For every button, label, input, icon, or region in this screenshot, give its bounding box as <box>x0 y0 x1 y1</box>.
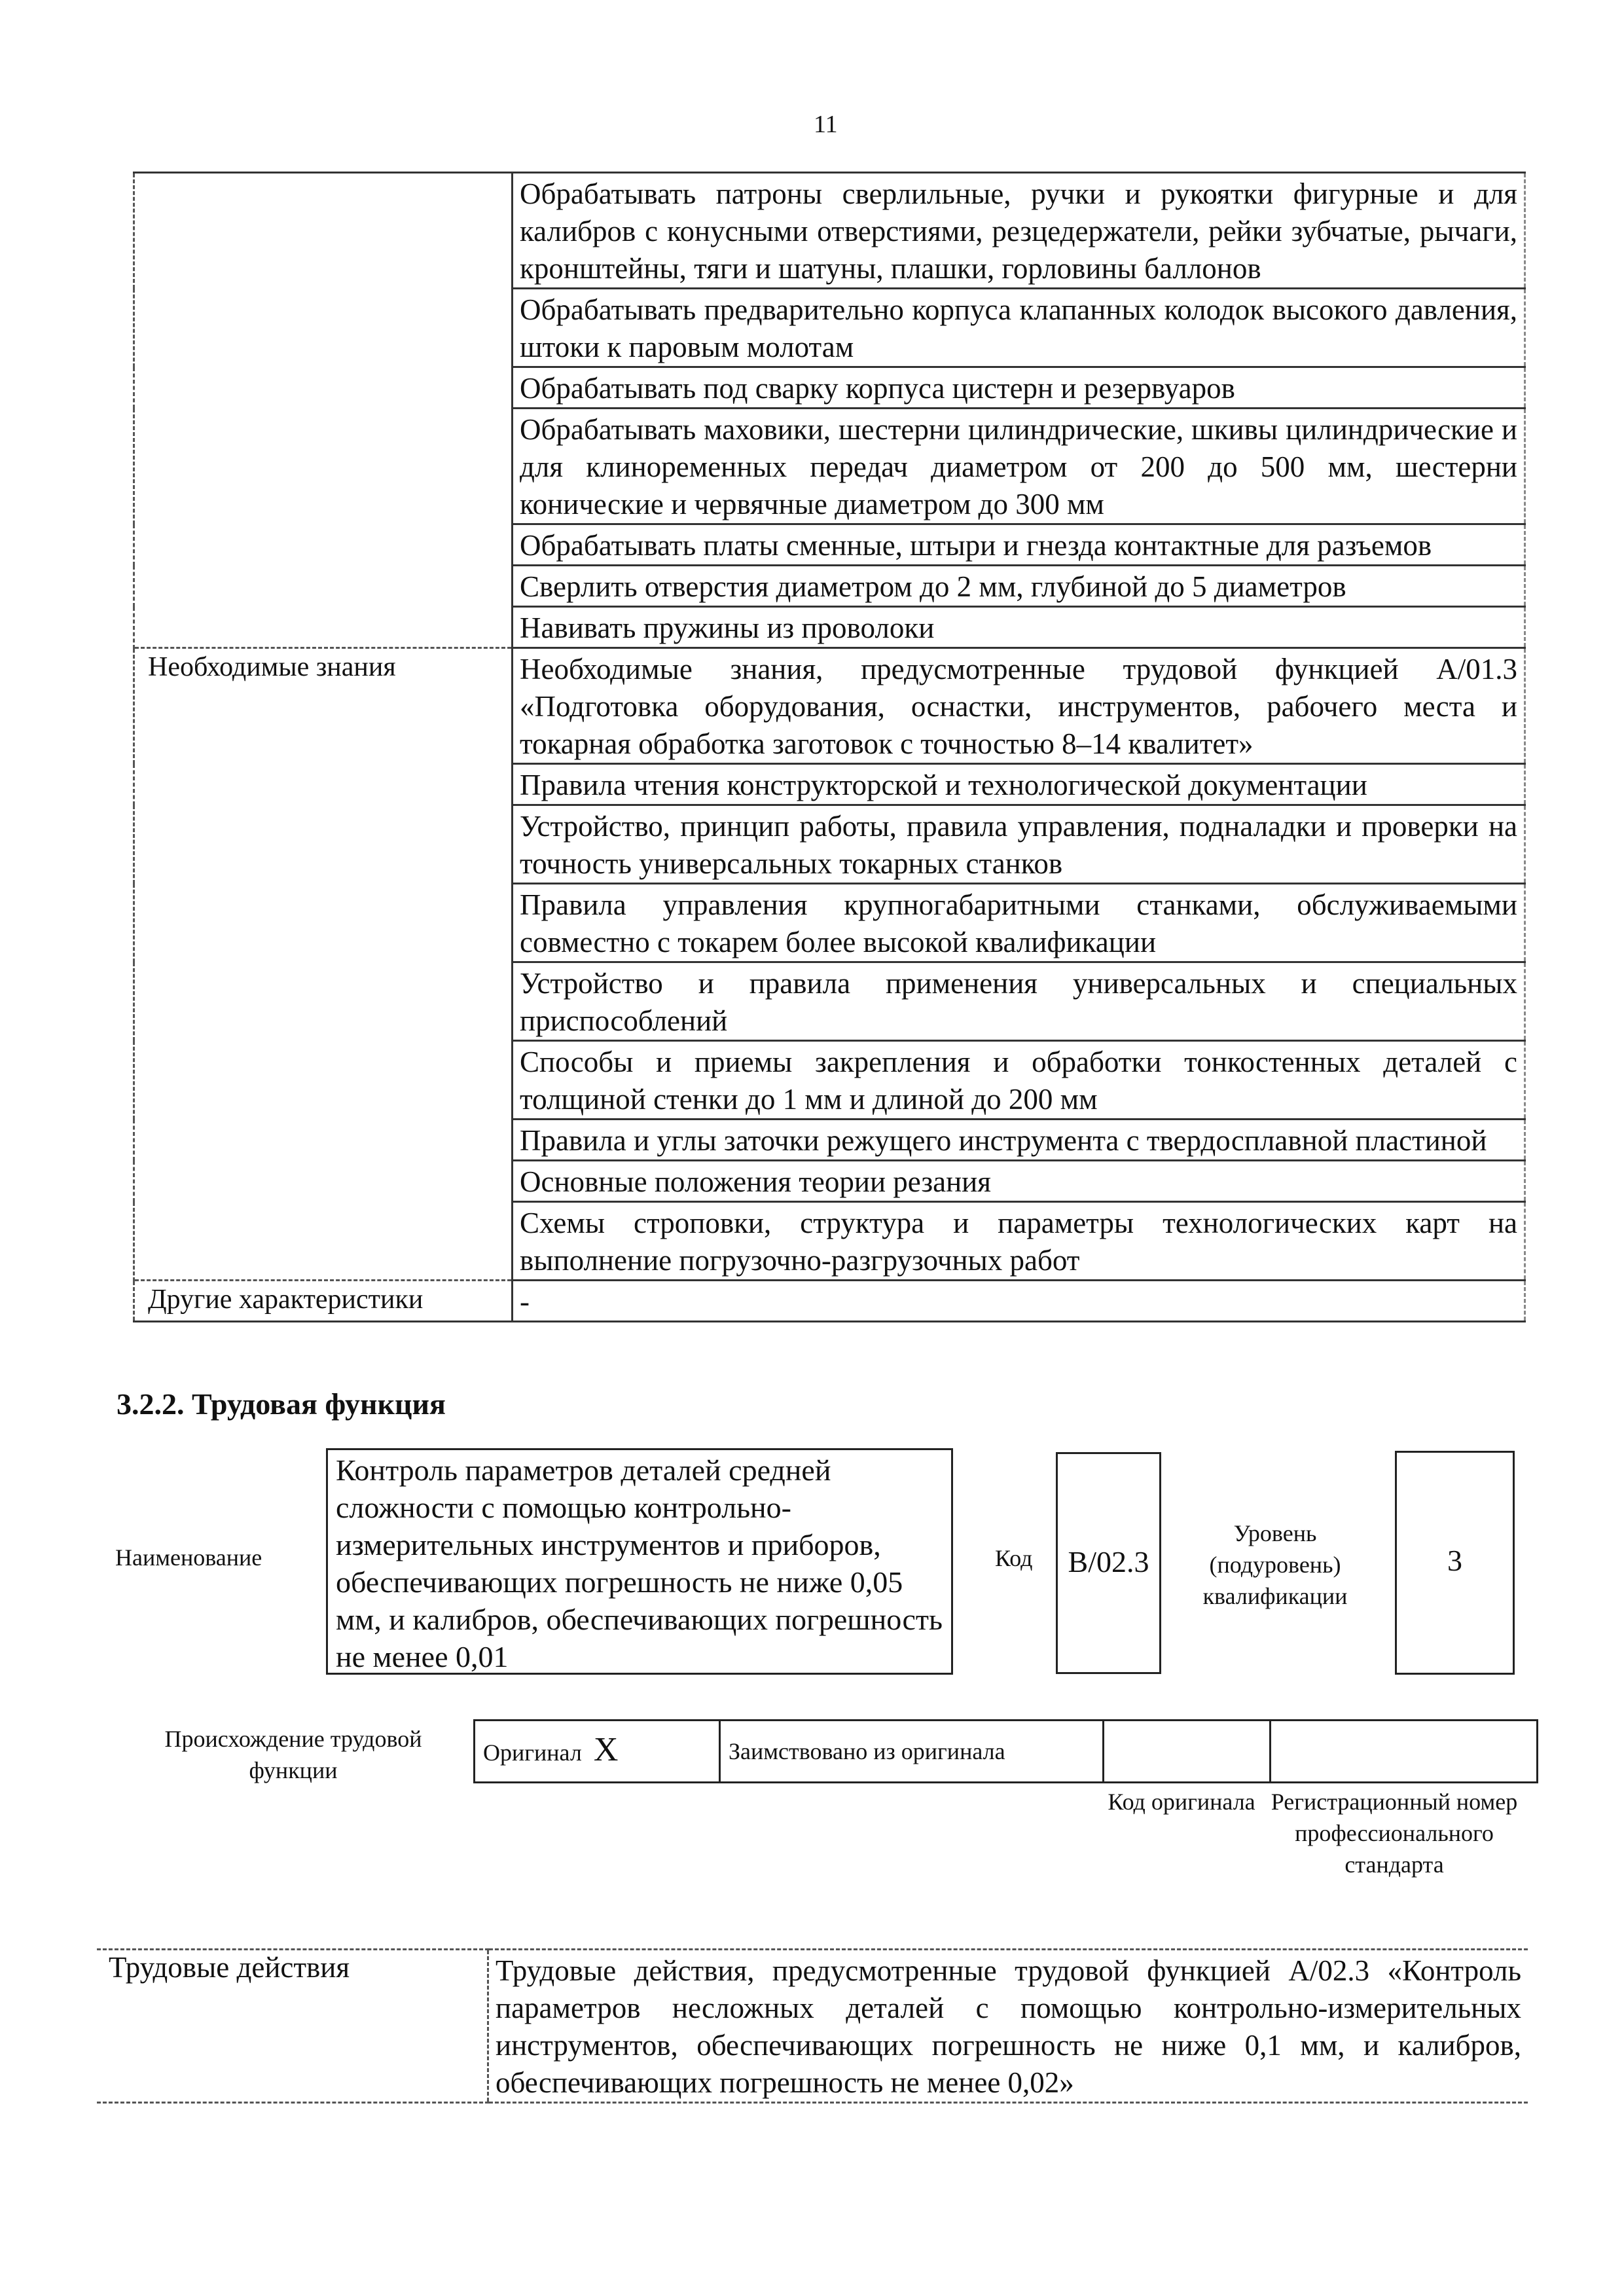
skill-item: Обрабатывать маховики, шестерни цилиндрические, шкивы цилиндрические и для клиноременных передач диаметром от 200 до 500 мм, шестерни конические и червячные диаметром до 300 мм <box>513 409 1525 524</box>
knowledge-item: Схемы строповки, структура и параметры технологических карт на выполнение погрузочно-разгрузочных работ <box>513 1202 1525 1281</box>
skill-item: Обрабатывать патроны сверлильные, ручки и рукоятки фигурные и для калибров с конусными отверстиями, резцедержатели, рейки зубчатые, рычаги, кронштейны, тяги и шатуны, плашки, горловины баллонов <box>513 173 1525 289</box>
original-label: Оригинал <box>483 1740 582 1766</box>
skill-item: Сверлить отверстия диаметром до 2 мм, глубиной до 5 диаметров <box>513 566 1525 607</box>
other-value: - <box>513 1281 1525 1322</box>
knowledge-item: Устройство, принцип работы, правила управления, подналадки и проверки на точность универсальных токарных станков <box>513 805 1525 884</box>
borrowed-cell: Заимствовано из оригинала <box>720 1721 1104 1783</box>
table-row <box>97 1950 1528 2103</box>
knowledge-item: Устройство и правила применения универсальных и специальных приспособлений <box>513 962 1525 1041</box>
knowledge-item: Правила чтения конструкторской и технологической документации <box>513 764 1525 805</box>
knowledge-item: Способы и приемы закрепления и обработки тонкостенных деталей с толщиной стенки до 1 мм и длиной до 200 мм <box>513 1041 1525 1120</box>
function-name-box: Контроль параметров деталей средней сложности с помощью контрольно-измерительных инструментов и приборов, обеспечивающих погрешность не ниже 0,05 мм, и калибров, обеспечивающих погрешность не менее 0,01 <box>326 1448 953 1675</box>
skill-item: Навивать пружины из проволоки <box>513 607 1525 648</box>
name-label: Наименование <box>115 1544 262 1571</box>
knowledge-item: Правила и углы заточки режущего инструмента с твердосплавной пластиной <box>513 1120 1525 1161</box>
function-code-box: B/02.3 <box>1056 1452 1161 1674</box>
page-number: 11 <box>814 111 838 138</box>
level-label: Уровень (подуровень) квалификации <box>1202 1520 1348 1609</box>
knowledge-label: Необходимые знания <box>134 648 513 1281</box>
skill-item: Обрабатывать предварительно корпуса клапанных колодок высокого давления, штоки к паровым молотам <box>513 289 1525 367</box>
requirements-table <box>133 172 1526 1322</box>
level-box: 3 <box>1395 1451 1515 1675</box>
actions-value: Трудовые действия, предусмотренные трудовой функцией A/02.3 «Контроль параметров несложных деталей с помощью контрольно-измерительных инструментов, обеспечивающих погрешность не ниже 0,1 мм, и калибров, обеспечивающих погрешность не менее 0,02» <box>488 1950 1528 2103</box>
table-row <box>475 1721 1538 1783</box>
section-heading: 3.2.2. Трудовая функция <box>117 1387 446 1421</box>
other-label: Другие характеристики <box>134 1281 513 1322</box>
registration-number-caption: Регистрационный номер профессионального стандарта <box>1271 1789 1518 1878</box>
knowledge-item: Основные положения теории резания <box>513 1161 1525 1202</box>
knowledge-item: Правила управления крупногабаритными станками, обслуживаемыми совместно с токарем более высокой квалификации <box>513 884 1525 962</box>
origin-label: Происхождение трудовой функции <box>164 1726 422 1783</box>
original-mark: X <box>593 1731 619 1768</box>
actions-table <box>97 1948 1528 2104</box>
origin-table <box>473 1719 1538 1783</box>
original-code-caption: Код оригинала <box>1108 1789 1255 1815</box>
skill-item: Обрабатывать платы сменные, штыри и гнезда контактные для разъемов <box>513 524 1525 566</box>
table-row <box>134 173 1525 289</box>
skill-item: Обрабатывать под сварку корпуса цистерн и резервуаров <box>513 367 1525 409</box>
table-row <box>134 648 1525 764</box>
original-cell <box>475 1721 720 1783</box>
skills-label-cell <box>134 173 513 648</box>
original-code-cell <box>1104 1721 1271 1783</box>
table-row <box>134 1281 1525 1322</box>
actions-label: Трудовые действия <box>97 1950 488 2103</box>
code-label: Код <box>995 1545 1033 1571</box>
registration-number-cell <box>1271 1721 1538 1783</box>
knowledge-item: Необходимые знания, предусмотренные трудовой функцией A/01.3 «Подготовка оборудования, оснастки, инструментов, рабочего места и токарная обработка заготовок с точностью 8–14 квалитет» <box>513 648 1525 764</box>
